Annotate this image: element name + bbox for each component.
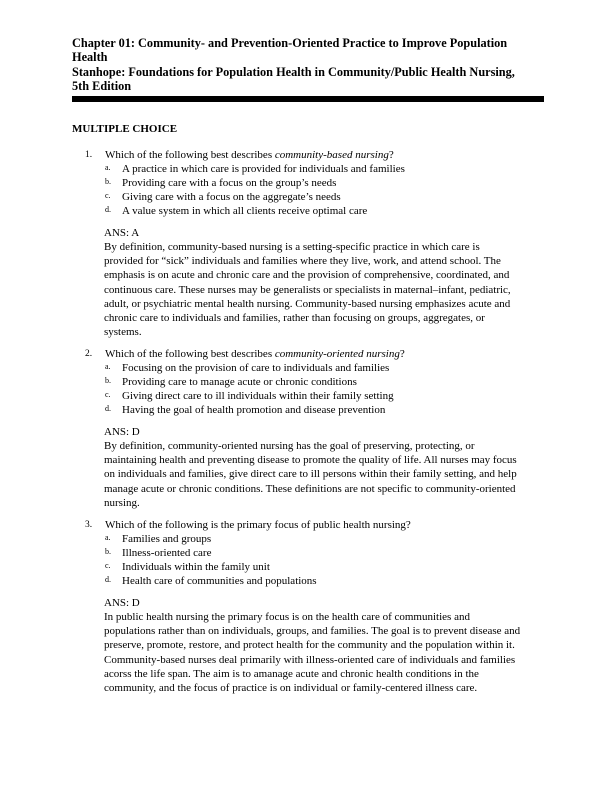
rationale-line: community, and the focus of practice is on individual or family-centered illness care.	[104, 682, 478, 695]
option-text: Giving care with a focus on the aggregate’s needs	[122, 191, 341, 203]
option-c	[72, 389, 544, 403]
stem-text-end: ?	[399, 348, 405, 360]
option-letter: b.	[105, 177, 111, 186]
answer-key: ANS: D	[104, 426, 140, 438]
question-number: 3.	[85, 520, 93, 530]
question-stem	[72, 347, 544, 361]
stem-text-start: Which of the following best describes	[105, 149, 275, 161]
rationale-line: By definition, community-based nursing is a setting-specific practice in which care is	[104, 241, 480, 253]
option-list	[72, 532, 544, 588]
question-text	[105, 148, 394, 162]
option-b	[72, 176, 544, 190]
answer-key: ANS: A	[104, 227, 140, 239]
option-text: A practice in which care is provided for individuals and families	[122, 163, 405, 175]
option-b	[72, 546, 544, 560]
option-a	[72, 162, 544, 176]
rationale-line: By definition, community-oriented nursing has the goal of preserving, protecting, or	[104, 440, 475, 452]
question-2	[72, 347, 544, 510]
option-c	[72, 190, 544, 204]
rationale-line: continuous care. These nurses may be generalists or specialists in maternal–infant, pediatric,	[104, 283, 511, 296]
rationale-line: on individuals and families, give direct care to ill persons within their family setting, and help	[104, 468, 517, 481]
question-stem	[72, 148, 544, 162]
book-title-line-2: 5th Edition	[72, 79, 132, 94]
option-a	[72, 361, 544, 375]
option-d	[72, 204, 544, 218]
option-text: Illness-oriented care	[122, 547, 212, 559]
option-letter: c.	[105, 561, 111, 570]
option-text: Providing care with a focus on the group’s needs	[122, 177, 337, 189]
question-3	[72, 518, 544, 695]
option-d	[72, 574, 544, 588]
stem-text-end: ?	[388, 149, 394, 161]
option-letter: a.	[105, 533, 111, 542]
option-c	[72, 560, 544, 574]
option-text: Families and groups	[122, 533, 212, 545]
option-letter: b.	[105, 376, 111, 385]
rationale-line: provided for “sick” individuals and families where they live, work, and attend school. The	[104, 255, 501, 268]
rationale-line: maintaining health and preventing disease to promote the quality of life. All nurses may focus	[104, 454, 517, 467]
rationale-line: systems.	[104, 326, 142, 339]
option-letter: d.	[105, 404, 111, 413]
stem-emphasis: community-oriented nursing	[274, 348, 400, 360]
chapter-title-line-2: Health	[72, 50, 108, 65]
option-d	[72, 403, 544, 417]
rationale-line: populations rather than on individuals, groups, and families. The goal is to prevent disease and	[104, 625, 521, 638]
option-list	[72, 361, 544, 417]
option-text: Having the goal of health promotion and disease prevention	[122, 404, 386, 416]
chapter-title-line-1: Chapter 01: Community- and Prevention-Oriented Practice to Improve Population	[72, 36, 508, 50]
option-letter: a.	[105, 163, 111, 172]
answer-rationale	[72, 240, 542, 339]
option-letter: a.	[105, 362, 111, 371]
document-header	[72, 36, 542, 94]
option-text: Focusing on the provision of care to individuals and families	[122, 362, 390, 374]
option-text: Individuals within the family unit	[122, 561, 270, 573]
answer-key: ANS: D	[104, 597, 140, 609]
option-text: Giving direct care to ill individuals within their family setting	[122, 390, 394, 402]
stem-text-start: Which of the following is the primary focus of public health nursing?	[105, 519, 411, 531]
question-text	[105, 518, 411, 532]
option-letter: d.	[105, 205, 111, 214]
section-title: MULTIPLE CHOICE	[72, 123, 178, 135]
question-text	[105, 347, 405, 361]
rationale-line: nursing.	[104, 496, 140, 509]
stem-emphasis: community-based nursing	[274, 149, 389, 161]
book-title-line-1: Stanhope: Foundations for Population Health in Community/Public Health Nursing,	[72, 64, 515, 79]
question-stem	[72, 518, 544, 532]
answer-rationale	[72, 610, 542, 695]
question-number: 2.	[85, 349, 93, 359]
stem-text-start: Which of the following best describes	[105, 348, 275, 360]
rationale-line: In public health nursing the primary focus is on the health care of communities and	[104, 611, 470, 623]
option-letter: d.	[105, 575, 111, 584]
option-text: A value system in which all clients receive optimal care	[122, 205, 368, 217]
option-list	[72, 162, 544, 218]
header-divider	[72, 96, 544, 102]
option-letter: b.	[105, 547, 111, 556]
answer-rationale	[72, 439, 542, 510]
question-1	[72, 148, 544, 339]
rationale-line: emphasis is on acute and chronic care and the provision of comprehensive, coordinated, and	[104, 269, 510, 282]
question-number: 1.	[85, 150, 93, 160]
option-letter: c.	[105, 390, 111, 399]
option-text: Providing care to manage acute or chronic conditions	[122, 376, 357, 388]
option-text: Health care of communities and populations	[122, 575, 317, 587]
rationale-line: manage acute or chronic conditions. These definitions are not specific to community-oriented	[104, 482, 516, 495]
rationale-line: acorss the life span. The aim is to amanage acute and chronic health conditions in the	[104, 667, 479, 680]
option-letter: c.	[105, 191, 111, 200]
rationale-line: adult, or psychiatric mental health nursing. Community-based nursing emphasizes acute and	[104, 297, 511, 310]
option-a	[72, 532, 544, 546]
rationale-line: Community-based nurses deal primarily with illness-oriented care of individuals and families	[104, 653, 516, 666]
option-b	[72, 375, 544, 389]
rationale-line: preserve, promote, restore, and protect health for the community and the population within it.	[104, 639, 515, 652]
rationale-line: chronic care to individuals and families, rather than focusing on groups, aggregates, or	[104, 312, 485, 325]
